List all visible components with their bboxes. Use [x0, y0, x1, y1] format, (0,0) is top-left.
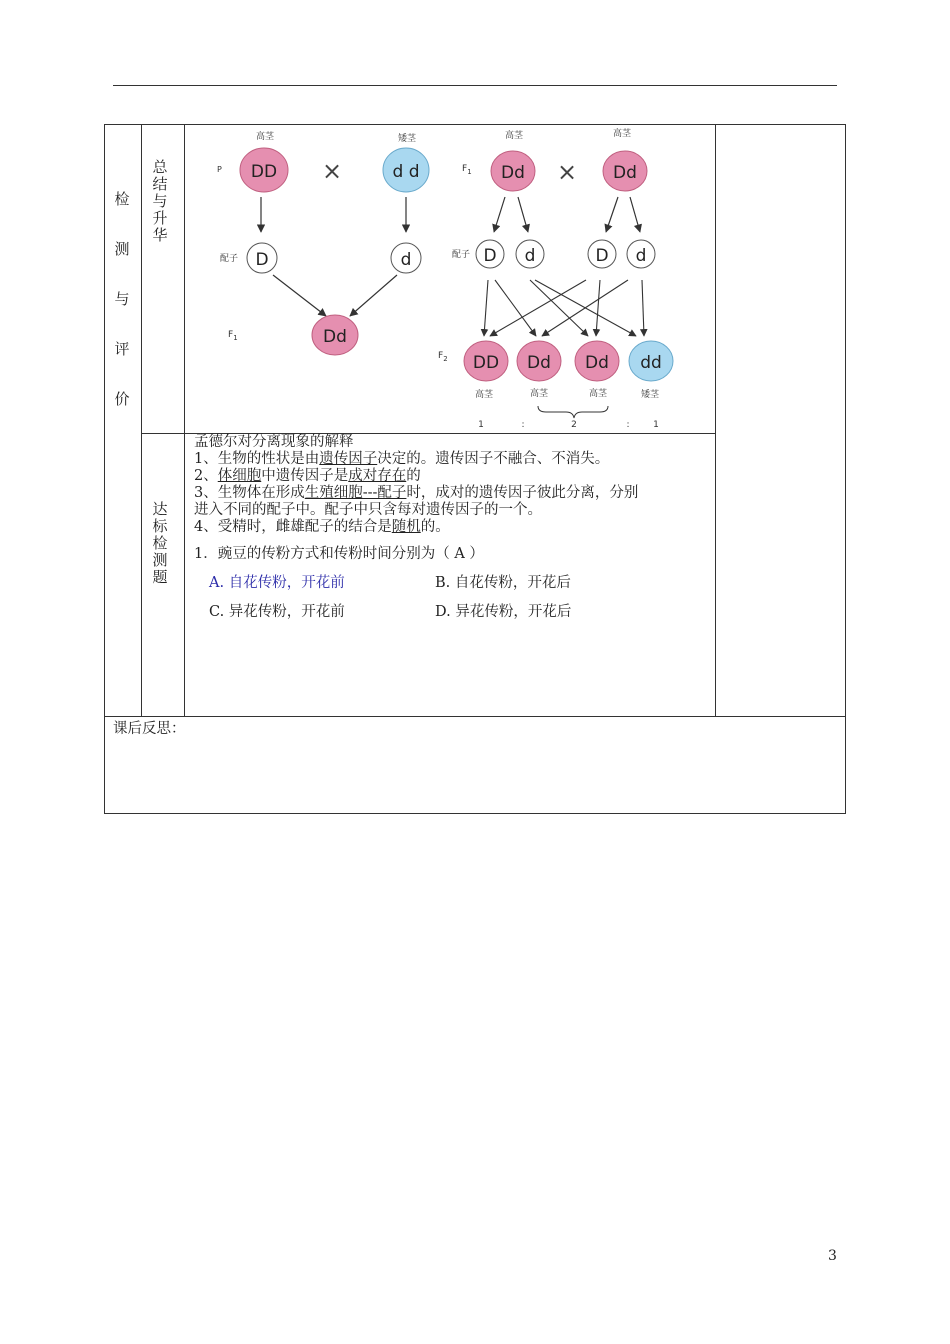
gamete-label-right: 配子 [452, 250, 471, 260]
ratio-colon-1: : [521, 420, 525, 430]
sub-label-exercises: 达 标 检 测 题 [152, 500, 168, 586]
gamete-D-text: D [255, 250, 269, 270]
gamete-r2-text: d [524, 246, 536, 266]
f2-DD-text: DD [472, 353, 500, 373]
phenotype-2: 高茎 [529, 389, 549, 399]
cross-sign: × [321, 157, 343, 185]
ratio-2: 2 [571, 420, 577, 430]
gamete-r4-text: d [635, 246, 647, 266]
short-label: 矮茎 [397, 134, 417, 144]
option-d: D. 异花传粉，开花后 [435, 604, 572, 620]
phenotype-4: 矮茎 [640, 390, 660, 400]
col-divider-2 [184, 124, 185, 717]
explanation-title: 孟德尔对分离现象的解释 [194, 434, 354, 450]
point-3: 3、生物体在形成生殖细胞---配子时，成对的遗传因子彼此分离，分别 [194, 485, 639, 501]
gamete-label: 配子 [220, 254, 239, 264]
header-rule [113, 85, 837, 86]
reflection-label: 课后反思： [113, 721, 186, 737]
segregation-diagram [186, 126, 714, 432]
gamete-r3-text: D [595, 246, 609, 266]
f1-label-right: $F_1$ [462, 164, 472, 176]
point-3-cont: 进入不同的配子中。配子中只含每对遗传因子的一个。 [194, 502, 542, 518]
option-b: B. 自花传粉，开花后 [435, 575, 571, 591]
f1-parent2-text: Dd [613, 163, 637, 183]
option-c: C. 异花传粉，开花前 [209, 604, 345, 620]
gamete-d-text: d [400, 250, 412, 270]
section-label-check-evaluate: 检 测 与 评 价 [114, 190, 130, 408]
f1-label: $F_1$ [228, 330, 238, 342]
option-a: A. 自花传粉，开花前 [209, 575, 345, 591]
parent-dd-text: d d [392, 162, 420, 182]
ratio-1: 1 [478, 420, 484, 430]
col-divider-3 [715, 124, 716, 717]
phenotype-3: 高茎 [588, 389, 608, 399]
point-2: 2、体细胞中遗传因子是成对存在的 [194, 468, 421, 484]
phenotype-1: 高茎 [474, 390, 494, 400]
point-1: 1、生物的性状是由遗传因子决定的。遗传因子不融合、不消失。 [194, 451, 610, 467]
col-divider-1 [141, 124, 142, 717]
page-number: 3 [828, 1248, 837, 1264]
cross-sign-right: × [556, 158, 578, 186]
row-divider-2 [104, 716, 846, 717]
tall-label-r1: 高茎 [504, 131, 524, 141]
ratio-3: 1 [653, 420, 659, 430]
f2-Dd1-text: Dd [527, 353, 551, 373]
f2-label: $F_2$ [438, 351, 448, 363]
question-1: 1．豌豆的传粉方式和传粉时间分别为（ A ） [194, 546, 484, 562]
f2-dd-text: dd [640, 353, 662, 373]
ratio-brace [538, 406, 608, 418]
point-4: 4、受精时，雌雄配子的结合是随机的。 [194, 519, 450, 535]
explanation-block [194, 434, 714, 536]
sub-label-summary: 总 结 与 升 华 [152, 158, 168, 244]
ratio-colon-2: : [626, 420, 630, 430]
p-label: P [217, 165, 222, 174]
f2-Dd2-text: Dd [585, 353, 609, 373]
tall-label-r2: 高茎 [612, 129, 632, 139]
tall-label: 高茎 [255, 132, 275, 142]
gamete-r1-text: D [483, 246, 497, 266]
f1-Dd-text: Dd [323, 327, 347, 347]
parent-DD-text: DD [250, 162, 278, 182]
f1-parent1-text: Dd [501, 163, 525, 183]
